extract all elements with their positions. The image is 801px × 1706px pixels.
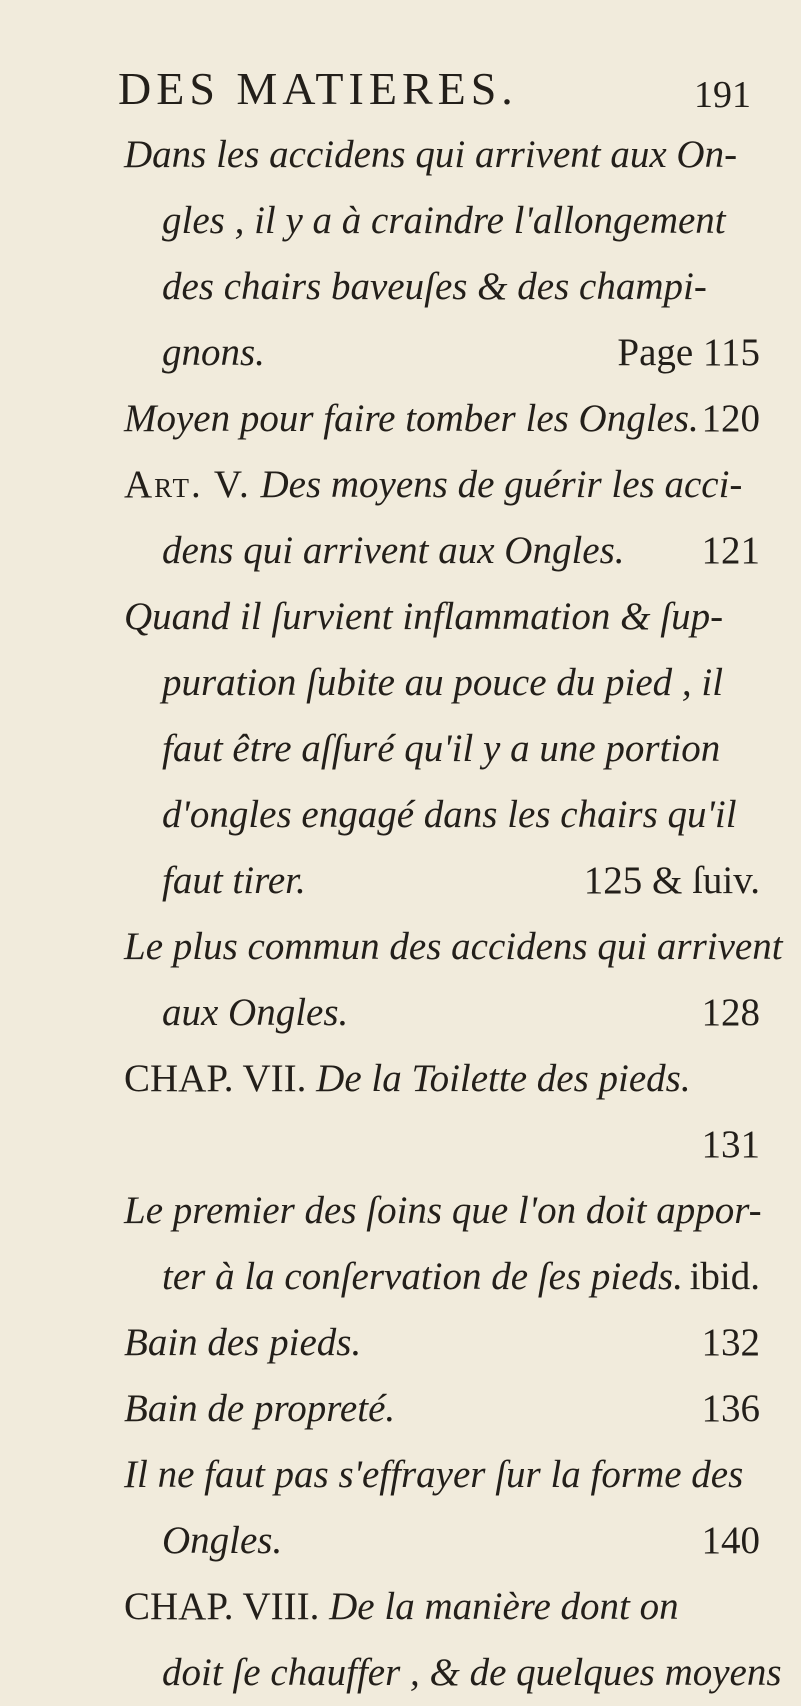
chapter-label: CHAP. VIII. [124,1585,320,1628]
index-line [124,1244,760,1310]
index-line [124,1574,760,1640]
index-line [124,1508,760,1574]
index-line [124,782,760,848]
index-line [124,518,760,584]
entry-text: faut tirer. [162,859,306,902]
entry-page-ref: 132 [701,1321,760,1364]
index-line [124,650,760,716]
entry-page-ref: 125 & ſuiv. [583,859,760,902]
running-title: DES MATIERES. [118,63,518,114]
entry-page-ref: 121 [701,529,760,572]
entry-text: Bain de propreté. [124,1387,396,1430]
entry-page-ref: 120 [701,397,760,440]
entry-text: dens qui arrivent aux Ongles. [162,529,625,572]
entry-text: Le premier des ſoins que l'on doit appor- [124,1189,762,1232]
entry-text: doit ſe chauffer , & de quelques moyens [162,1651,782,1694]
index-line [124,122,760,188]
index-line [124,1178,760,1244]
index-line [124,1640,782,1706]
page-number: 191 [694,74,751,116]
index-line [124,848,760,914]
entry-text: Quand il ſurvient inflammation & ſup- [124,595,724,638]
entry-text: faut être aſſuré qu'il y a une portion [162,727,721,770]
index-line [124,584,760,650]
index-line [124,1112,760,1178]
index-line [124,1442,760,1508]
entry-text: des chairs baveuſes & des champi- [162,265,707,308]
chapter-label: CHAP. VII. [124,1057,307,1100]
entry-text: gnons. [162,331,265,374]
entry-text: De la Toilette des pieds. [316,1057,691,1100]
index-line [124,320,760,386]
entry-page-ref: ibid. [689,1255,760,1298]
entry-text: puration ſubite au pouce du pied , il [162,661,724,704]
entry-text: Moyen pour faire tomber les Ongles. [124,397,699,440]
entry-text: De la manière dont on [329,1585,679,1628]
index-line [124,1046,760,1112]
entry-text: Dans les accidens qui arrivent aux On- [124,133,738,176]
index-line [124,188,760,254]
entry-page-ref: 131 [701,1123,760,1166]
entry-text: Bain des pieds. [124,1321,362,1364]
page-header [118,64,751,114]
entry-page-ref: 128 [701,991,760,1034]
entry-text: aux Ongles. [162,991,349,1034]
entry-text: Ongles. [162,1519,283,1562]
section-label: Art. V. [124,463,251,506]
entry-text: ter à la conſervation de ſes pieds. [162,1255,683,1298]
entry-page-ref: 140 [701,1519,760,1562]
index-line [124,914,783,980]
index-line [124,980,760,1046]
entry-text: gles , il y a à craindre l'allongement [162,199,726,242]
index-line [124,452,760,518]
index-line [124,1376,760,1442]
index-line [124,254,760,320]
entry-text: Il ne faut pas s'effrayer ſur la forme des [124,1453,744,1496]
entry-text: Des moyens de guérir les acci- [260,463,743,506]
entry-page-ref: 136 [701,1387,760,1430]
index-line [124,386,760,452]
entry-text: Le plus commun des accidens qui arrivent [124,925,783,968]
entry-page-ref: Page 115 [617,331,760,374]
entry-text: d'ongles engagé dans les chairs qu'il [162,793,737,836]
index-line [124,1310,760,1376]
index-entries [124,122,783,1706]
index-line [124,716,760,782]
